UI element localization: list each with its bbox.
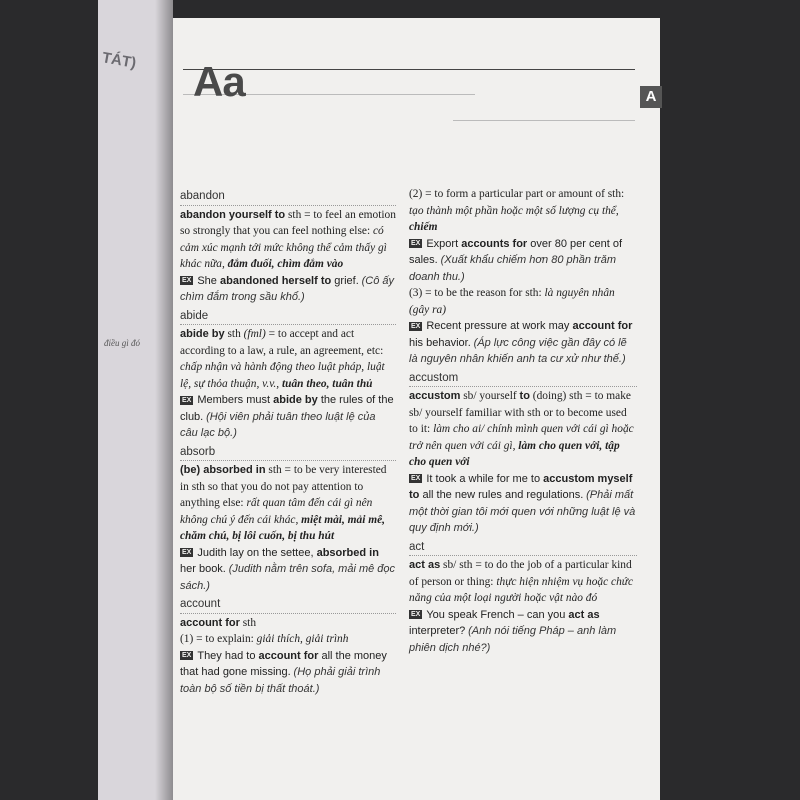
example-text: all the new rules and regulations. <box>419 489 584 501</box>
vietnamese-gloss-bold: miệt mài, mải mê, chăm chú, bị lôi cuốn, bị thu hút <box>180 513 385 542</box>
example-translation: (Phải mất một thời gian tôi mới quen với những luật lệ và quy định mới.) <box>409 489 636 534</box>
phrase: account for <box>180 616 240 629</box>
example-tag: EX <box>411 322 421 330</box>
definition: = to make sb/ yourself familiar with sth or to become used to it: <box>409 390 631 435</box>
vietnamese-gloss: tạo thành một phần hoặc một số lượng cụ thể, <box>409 204 619 217</box>
sense-2 <box>409 186 637 236</box>
example-tag: EX <box>411 240 421 248</box>
example-tag: EX <box>182 277 192 285</box>
example-accustom <box>409 471 637 537</box>
example-text: interpreter? <box>409 625 466 637</box>
example-keyword: abide by <box>273 394 318 406</box>
headword-absorb: absorb <box>180 444 396 462</box>
definition: sb/ yourself <box>460 390 520 402</box>
entry-absorb <box>180 462 396 545</box>
definition: sth <box>239 616 257 629</box>
entry-abandon <box>180 207 396 273</box>
sense-3 <box>409 285 637 318</box>
example-translation: (Áp lực công việc gần đây có lẽ là nguyên nhân khiến anh ta cư xử như thế.) <box>409 336 627 365</box>
definition: (doing) sth <box>529 390 583 402</box>
example-text: grief. <box>331 274 359 287</box>
example-tag: EX <box>411 611 421 619</box>
example-text: Members must <box>197 394 274 406</box>
example-text: They had to <box>197 649 259 662</box>
example-translation: (Anh nói tiếng Pháp – anh làm phiên dịch nhé?) <box>409 625 617 654</box>
example-act <box>409 607 637 657</box>
definition: = to explain: <box>193 633 257 645</box>
example-tag: EX <box>411 475 421 483</box>
headword-act: act <box>409 539 637 557</box>
definition: = to accept and act according to a law, a rule, an agreement, etc: <box>180 328 384 357</box>
sense-number: (1) <box>180 633 194 645</box>
definition: = to form a particular part or amount of sth: <box>422 188 625 200</box>
vietnamese-gloss-bold: đắm đuối, chìm đắm vào <box>227 258 344 270</box>
example-text: all the money that had gone missing. <box>180 649 387 678</box>
thumb-index-tab: A <box>640 86 662 108</box>
example-tag: EX <box>182 652 192 660</box>
example-text: It took a while for me to <box>426 472 544 485</box>
phrase: (be) absorbed in <box>180 464 266 476</box>
example-translation: (Cô ấy chìm đắm trong sầu khổ.) <box>180 274 395 303</box>
example-account-1 <box>180 648 396 698</box>
example-abandon <box>180 273 396 306</box>
example-keyword: abandoned herself to <box>219 274 332 287</box>
example-account-2 <box>409 236 637 286</box>
example-keyword: absorbed in <box>316 546 379 559</box>
example-translation: (Hội viên phải tuân theo luật lệ của câu lạc bộ.) <box>180 410 376 439</box>
vietnamese-gloss: thực hiện nhiệm vụ hoặc chức năng của một loại người hoặc vật nào đó <box>409 575 634 604</box>
example-text: his behavior. <box>409 336 471 349</box>
vietnamese-gloss: có cảm xúc mạnh tới mức không thể cảm thấy gì khác nữa, <box>180 225 387 270</box>
definition: sth = to be very interested in sth so that you do not pay attention to anything else: <box>180 464 387 509</box>
example-text: She <box>197 274 220 287</box>
header-rule-right <box>453 120 635 121</box>
example-keyword: accounts for <box>461 237 528 250</box>
example-keyword: act as <box>568 608 600 621</box>
phrase: act as <box>409 559 441 571</box>
left-page-heading: TÁT) <box>100 49 138 72</box>
section-letter-heading: Aa <box>193 58 245 105</box>
example-text: over 80 per cent of sales. <box>409 237 622 266</box>
vietnamese-gloss-bold: tuân theo, tuân thủ <box>281 377 373 390</box>
example-abide <box>180 392 396 442</box>
example-text: You speak French – can you <box>426 608 569 621</box>
sense-1 <box>180 631 396 648</box>
definition: sth = to feel an emotion so strongly that you can feel nothing else: <box>180 208 396 237</box>
example-keyword: account for <box>572 320 633 332</box>
sense-number: (3) <box>409 287 423 299</box>
example-text: the rules of the club. <box>180 394 394 423</box>
page-gutter-shadow <box>155 0 173 800</box>
vietnamese-gloss: làm cho ai/ chính mình quen với cái gì hoặc trở nên quen với cái gì, <box>409 423 634 452</box>
definition: sth <box>224 328 244 340</box>
example-text: Judith lay on the settee, <box>197 546 317 559</box>
entry-account <box>180 615 396 632</box>
entry-abide <box>180 326 396 392</box>
headword-account: account <box>180 596 396 614</box>
vietnamese-gloss-bold: làm cho quen với, tập cho quen với <box>409 439 620 468</box>
left-column <box>180 186 396 697</box>
left-page-margin-note: điều gì đó <box>104 338 140 348</box>
definition: sb/ sth = to do the job of a particular kind of person or thing: <box>409 559 632 588</box>
example-tag: EX <box>182 549 192 557</box>
register-label: (fml) <box>243 328 266 340</box>
example-text: Recent pressure at work may <box>426 320 573 332</box>
phrase: accustom <box>409 390 461 402</box>
example-translation: (Judith nằm trên sofa, mải mê đọc sách.) <box>180 563 396 592</box>
example-absorb <box>180 545 396 595</box>
phrase: to <box>519 390 530 402</box>
entry-act <box>409 557 637 607</box>
example-keyword: account for <box>258 649 319 662</box>
example-text: her book. <box>180 563 226 575</box>
example-keyword: accustom myself to <box>409 472 633 501</box>
phrase: abide by <box>180 328 225 340</box>
vietnamese-gloss: giải thích, giải trình <box>256 633 349 645</box>
definition: = to be the reason for sth: <box>422 287 545 299</box>
vietnamese-gloss: là nguyên nhân (gây ra) <box>409 287 615 316</box>
headword-abide: abide <box>180 308 396 326</box>
example-text: Export <box>426 237 462 250</box>
entry-accustom <box>409 388 637 471</box>
right-column <box>409 186 637 656</box>
phrase: abandon yourself to <box>180 208 286 221</box>
headword-abandon: abandon <box>180 188 396 206</box>
header-rule <box>183 69 635 70</box>
example-translation: (Họ phải giải trình toàn bộ số tiền bị thất thoát.) <box>180 666 381 695</box>
example-tag: EX <box>182 396 192 404</box>
example-account-3 <box>409 318 637 368</box>
vietnamese-gloss: rất quan tâm đến cái gì nên không chú ý đến cái khác, <box>180 497 373 526</box>
example-translation: (Xuất khẩu chiếm hơn 80 phần trăm doanh thu.) <box>409 254 617 283</box>
headword-accustom: accustom <box>409 370 637 388</box>
sense-number: (2) <box>409 188 423 200</box>
vietnamese-gloss-bold: chiếm <box>409 221 438 233</box>
vietnamese-gloss: chấp nhận và hành động theo luật pháp, luật lệ, sự thỏa thuận, v.v., <box>180 361 385 390</box>
